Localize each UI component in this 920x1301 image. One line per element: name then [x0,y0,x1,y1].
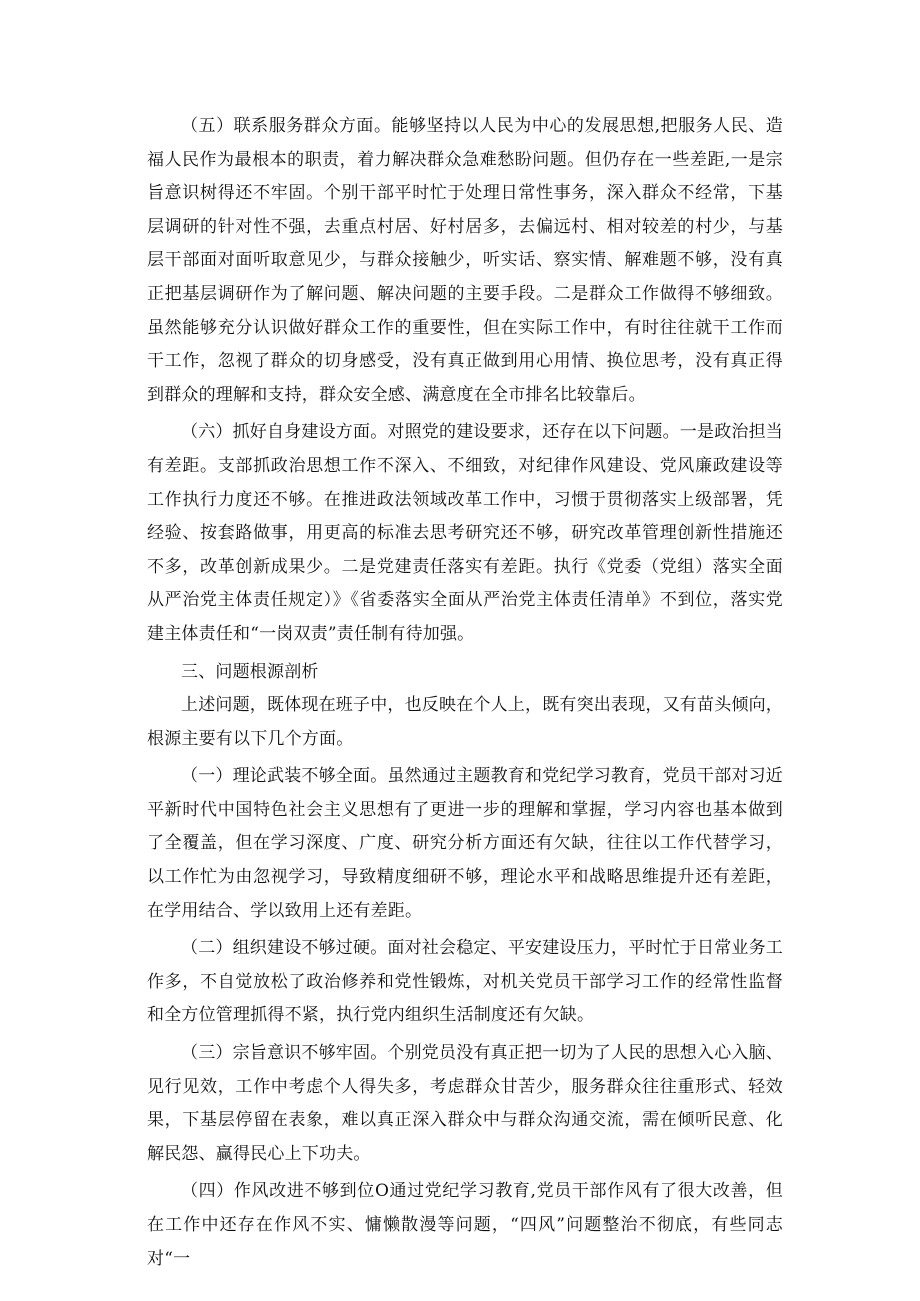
paragraph-root-cause-intro: 上述问题，既体现在班子中，也反映在个人上，既有突出表现，又有苗头倾向，根源主要有以下几个方面。 [147,695,783,749]
paragraph-purpose-awareness: （三）宗旨意识不够牢固。个别党员没有真正把一切为了人民的思想入心入脑、见行见效，工作中考虑个人得失多，考虑群众甘苦少，服务群众往往重形式、轻效果，下基层停留在表象，难以真正深入群众中与群众沟通交流，需在倾听民意、化解民怨、赢得民心上下功夫。 [147,1043,783,1164]
paragraph-contact-serve-masses: （五）联系服务群众方面。能够坚持以人民为中心的发展思想,把服务人民、造福人民作为最根本的职责，着力解决群众急难愁盼问题。但仍存在一些差距,一是宗旨意识树得还不牢固。个别干部平时忙于处理日常性事务，深入群众不经常，下基层调研的针对性不强，去重点村居、好村居多，去偏远村、相对较差的村少，与基层干部面对面听取意见少，与群众接触少，听实话、察实情、解难题不够，没有真正把基层调研作为了解问题、解决问题的主要手段。二是群众工作做得不够细致。虽然能够充分认识做好群众工作的重要性，但在实际工作中，有时往往就干工作而干工作，忽视了群众的切身感受，没有真正做到用心用情、换位思考，没有真正得到群众的理解和支持，群众安全感、满意度在全市排名比较靠后。 [147,116,783,405]
paragraph-self-construction: （六）抓好自身建设方面。对照党的建设要求，还存在以下问题。一是政治担当有差距。支部抓政治思想工作不深入、不细致，对纪律作风建设、党风廉政建设等工作执行力度还不够。在推进政法领域改革工作中，习惯于贯彻落实上级部署，凭经验、按套路做事，用更高的标准去思考研究还不够，研究改革管理创新性措施还不多，改革创新成果少。二是党建责任落实有差距。执行《党委（党组）落实全面从严治党主体责任规定）》《省委落实全面从严治党主体责任清单》不到位，落实党建主体责任和“一岗双责”责任制有待加强。 [147,422,783,644]
document-page [147,110,783,1280]
paragraph-work-style: （四）作风改进不够到位O通过党纪学习教育,党员干部作风有了很大改善，但在工作中还存在作风不实、慵懒散漫等问题，“四风”问题整治不彻底，有些同志对“一 [147,1181,783,1269]
paragraph-theory-armament: （一）理论武装不够全面。虽然通过主题教育和党纪学习教育，党员干部对习近平新时代中国特色社会主义思想有了更进一步的理解和掌握，学习内容也基本做到了全覆盖，但在学习深度、广度、研究分析方面还有欠缺，往往以工作代替学习，以工作忙为由忽视学习，导致精度细研不够，理论水平和战略思维提升还有差距，在学用结合、学以致用上还有差距。 [147,766,783,921]
paragraph-organization-building: （二）组织建设不够过硬。面对社会稳定、平安建设压力，平时忙于日常业务工作多，不自觉放松了政治修养和党性锻炼，对机关党员干部学习工作的经常性监督和全方位管理抓得不紧，执行党内组织生活制度还有欠缺。 [147,938,783,1026]
section-heading-root-cause: 三、问题根源剖析 [181,661,319,682]
